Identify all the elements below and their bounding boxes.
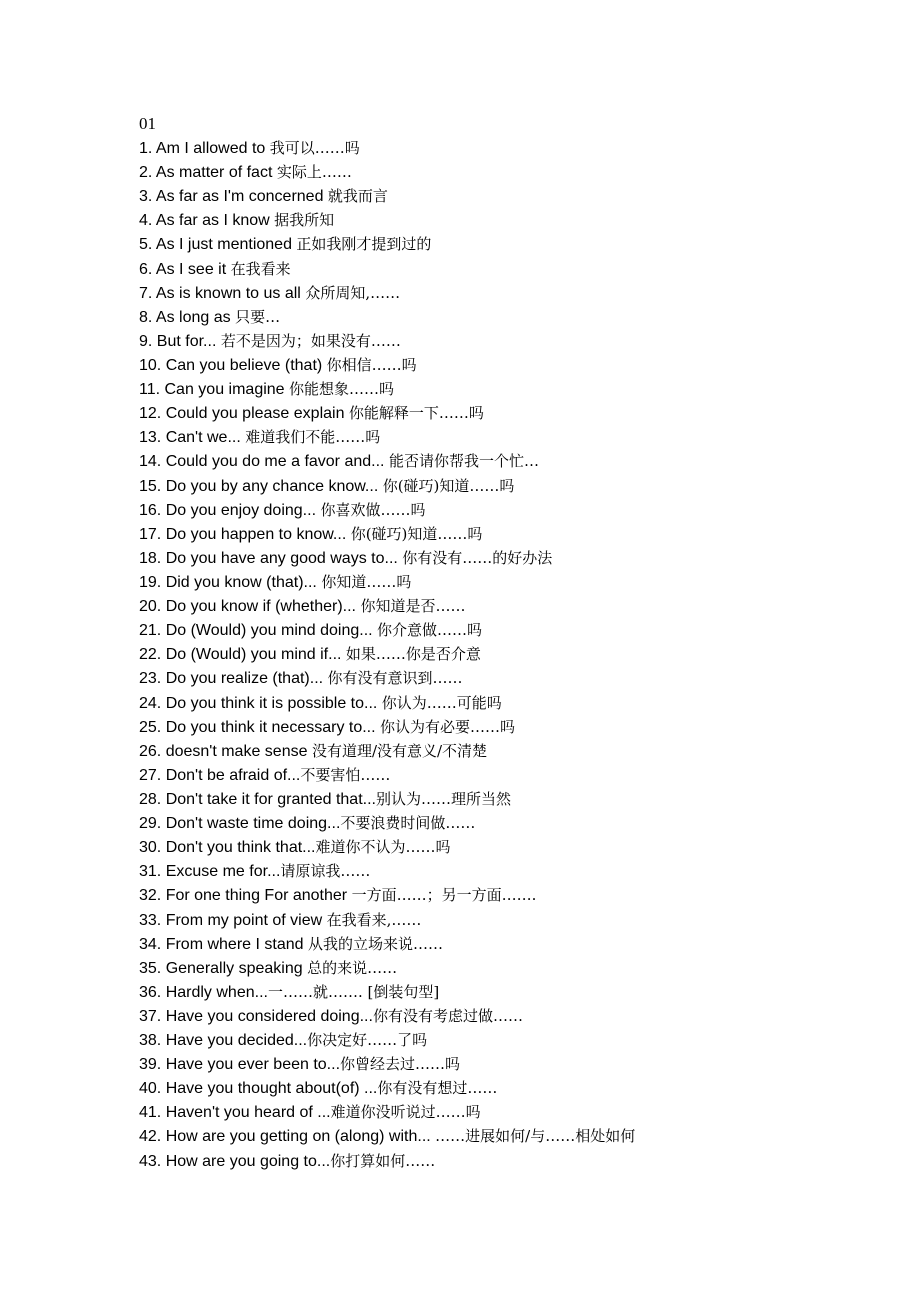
phrase-item [139,618,859,642]
phrase-chinese: 你知道……吗 [321,572,412,591]
phrase-number: 7. [139,284,156,302]
phrase-english: How are you getting on (along) with... [165,1128,436,1146]
phrase-number: 6. [139,260,156,278]
phrase-item [139,1028,859,1052]
phrase-chinese: 在我看来 [230,259,291,278]
phrase-item [139,739,859,763]
phrase-english: From my point of view [165,911,327,929]
phrase-item [139,763,859,787]
phrase-item [139,1076,859,1100]
phrase-english: Did you know (that)... [165,573,322,591]
phrase-item [139,1052,859,1076]
phrase-number: 21. [139,622,166,640]
phrase-item [139,546,859,570]
phrase-chinese: 一方面……；另一方面……. [351,886,537,905]
phrase-chinese: 你有没有想过…… [377,1079,498,1098]
phrase-chinese: 在我看来,…… [326,910,422,929]
section-number: 01 [139,114,156,133]
phrase-chinese: 众所周知,…… [305,283,401,302]
phrase-english: Don't waste time doing... [165,815,341,833]
phrase-number: 5. [139,236,156,254]
phrase-english: As matter of fact [155,164,277,182]
phrase-chinese: 你能解释一下……吗 [348,404,484,423]
phrase-english: Do you think it is possible to... [165,694,382,712]
phrase-item [139,305,859,329]
phrase-item [139,835,859,859]
phrase-number: 15. [139,477,166,495]
phrase-chinese: 只要… [235,307,281,326]
phrase-item [139,859,859,883]
phrase-chinese: 你有没有……的好办法 [402,548,553,567]
phrase-english: As long as [155,308,236,326]
phrase-english: As I see it [155,260,231,278]
phrase-item [139,715,859,739]
phrase-chinese: 从我的立场来说…… [307,934,443,953]
phrase-chinese: 总的来说…… [307,958,398,977]
phrase-english: As I just mentioned [155,236,297,254]
phrase-item [139,1100,859,1124]
phrase-number: 1. [139,140,156,157]
phrase-item [139,642,859,666]
phrase-number: 27. [139,766,166,784]
phrase-number: 34. [139,935,166,953]
phrase-item [139,401,859,425]
phrase-item [139,570,859,594]
phrase-chinese: 实际上…… [276,163,352,182]
phrase-item [139,691,859,715]
phrase-number: 37. [139,1007,166,1025]
phrase-english: From where I stand [165,935,308,953]
phrase-english: Could you please explain [165,405,349,423]
phrase-chinese: 难道你不认为……吗 [315,838,451,857]
phrase-item [139,353,859,377]
phrase-item [139,883,859,907]
phrase-chinese: 你相信……吗 [326,355,417,374]
phrase-number: 41. [139,1104,166,1122]
document-body [139,112,859,1173]
phrase-item [139,811,859,835]
phrase-number: 32. [139,887,166,905]
phrase-english: Have you ever been to... [165,1056,341,1074]
phrase-chinese: 若不是因为；如果没有…… [220,331,401,350]
phrase-chinese: 据我所知 [274,211,335,230]
phrase-number: 14. [139,453,166,471]
phrase-chinese: 你(碰巧)知道……吗 [350,524,483,543]
phrase-item [139,956,859,980]
phrase-english: Am I allowed to [155,140,270,157]
phrase-english: Do you know if (whether)... [165,598,361,616]
phrase-number: 26. [139,742,166,760]
phrase-english: How are you going to... [165,1152,331,1170]
phrase-number: 35. [139,959,166,977]
phrase-item [139,908,859,932]
phrase-number: 9. [139,332,157,350]
phrase-number: 2. [139,164,156,182]
phrase-number: 36. [139,983,166,1001]
phrase-chinese: 请原谅我…… [280,862,371,881]
phrase-chinese: 你能想象……吗 [289,380,395,399]
phrase-chinese: 不要浪费时间做…… [340,814,476,833]
phrase-chinese: 你知道是否…… [360,597,466,616]
phrase-english: But for... [156,332,221,350]
phrase-number: 30. [139,839,166,857]
phrase-item [139,498,859,522]
phrase-english: Do you by any chance know... [165,477,383,495]
phrase-english: Generally speaking [165,959,308,977]
phrase-english: Can you believe (that) [165,356,327,374]
phrase-item [139,449,859,473]
phrase-chinese: 没有道理/没有意义/不清楚 [311,741,488,760]
phrase-english: Do (Would) you mind doing... [165,622,378,640]
phrase-list [139,136,859,1173]
phrase-item [139,136,859,160]
phrase-chinese: 你介意做……吗 [377,621,483,640]
phrase-item [139,980,859,1004]
phrase-english: Can you imagine [164,381,290,399]
phrase-number: 43. [139,1152,166,1170]
phrase-chinese: 你有没有考虑过做…… [372,1006,523,1025]
phrase-item [139,474,859,498]
phrase-item [139,184,859,208]
phrase-english: doesn't make sense [165,742,312,760]
phrase-chinese: 我可以……吗 [269,139,360,157]
phrase-item [139,257,859,281]
phrase-chinese: 你(碰巧)知道……吗 [382,476,515,495]
phrase-item [139,1124,859,1148]
phrase-english: Don't you think that... [165,839,316,857]
phrase-number: 28. [139,790,166,808]
phrase-chinese: ……进展如何/与……相处如何 [435,1127,636,1146]
phrase-english: For one thing For another [165,887,352,905]
phrase-english: Don't be afraid of... [165,766,301,784]
phrase-number: 12. [139,405,166,423]
phrase-item [139,932,859,956]
phrase-number: 39. [139,1056,166,1074]
phrase-chinese: 你喜欢做……吗 [320,500,426,519]
phrase-english: Have you thought about(of) ... [165,1080,378,1098]
phrase-number: 20. [139,598,166,616]
phrase-english: Have you considered doing... [165,1007,373,1025]
phrase-number: 22. [139,646,166,664]
phrase-chinese: 你曾经去过……吗 [340,1055,461,1074]
phrase-chinese: 你有没有意识到…… [327,669,463,688]
phrase-chinese: 不要害怕…… [300,765,391,784]
phrase-english: As far as I know [155,212,275,230]
phrase-english: Can't we... [165,429,246,447]
phrase-english: Do you enjoy doing... [165,501,321,519]
phrase-chinese: 你打算如何…… [330,1151,436,1170]
phrase-number: 24. [139,694,166,712]
phrase-item [139,425,859,449]
phrase-chinese: 正如我刚才提到过的 [296,235,432,254]
phrase-item [139,281,859,305]
phrase-number: 23. [139,670,166,688]
phrase-chinese: 能否请你帮我一个忙… [388,452,539,471]
phrase-number: 11. [139,381,165,399]
phrase-chinese: 就我而言 [327,187,388,206]
phrase-number: 8. [139,308,156,326]
phrase-item [139,208,859,232]
phrase-english: Hardly when... [165,983,268,1001]
phrase-number: 3. [139,188,156,206]
phrase-number: 18. [139,549,166,567]
phrase-number: 29. [139,815,166,833]
phrase-item [139,666,859,690]
phrase-item [139,329,859,353]
phrase-number: 40. [139,1080,166,1098]
phrase-item [139,1004,859,1028]
phrase-chinese: 难道你没听说过……吗 [330,1103,481,1122]
phrase-number: 10. [139,356,166,374]
phrase-english: Have you decided... [165,1032,308,1050]
phrase-item [139,522,859,546]
phrase-english: As far as I'm concerned [155,188,328,206]
phrase-number: 13. [139,429,166,447]
phrase-item [139,377,859,401]
phrase-english: Could you do me a favor and... [165,453,389,471]
phrase-number: 25. [139,718,166,736]
phrase-english: Do (Would) you mind if... [165,646,346,664]
phrase-item [139,787,859,811]
phrase-english: Do you think it necessary to... [165,718,381,736]
phrase-english: Do you happen to know... [165,525,351,543]
phrase-chinese: 难道我们不能……吗 [245,428,381,447]
phrase-number: 31. [139,863,166,881]
phrase-item [139,594,859,618]
phrase-number: 16. [139,501,166,519]
phrase-english: As is known to us all [155,284,306,302]
phrase-chinese: 你认为……可能吗 [381,693,502,712]
phrase-english: Don't take it for granted that... [165,790,376,808]
phrase-english: Do you have any good ways to... [165,549,403,567]
phrase-chinese: 一……就……. [倒装句型] [267,982,440,1001]
phrase-number: 33. [139,911,166,929]
phrase-number: 42. [139,1128,166,1146]
phrase-chinese: 你决定好……了吗 [307,1031,428,1050]
phrase-chinese: 别认为……理所当然 [375,789,511,808]
phrase-number: 19. [139,573,166,591]
phrase-item [139,1149,859,1173]
phrase-number: 4. [139,212,156,230]
phrase-number: 17. [139,525,166,543]
phrase-english: Excuse me for... [165,863,281,881]
phrase-chinese: 你认为有必要……吗 [380,717,516,736]
phrase-english: Do you realize (that)... [165,670,328,688]
phrase-english: Haven't you heard of ... [165,1104,331,1122]
phrase-item [139,232,859,256]
phrase-item [139,160,859,184]
phrase-number: 38. [139,1032,166,1050]
phrase-chinese: 如果……你是否介意 [345,645,481,664]
